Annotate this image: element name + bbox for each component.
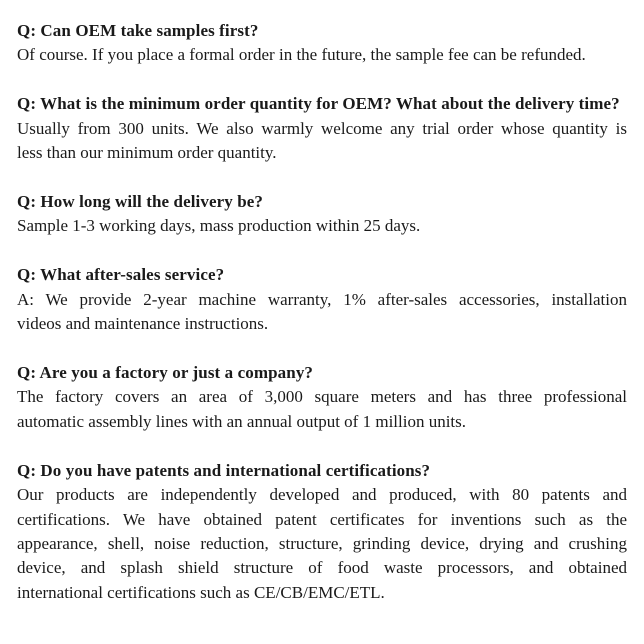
qa-block [17, 459, 627, 605]
faq-answer-line: Of course. If you place a formal order in the future, the sample fee can be refunded. [17, 45, 586, 65]
qa-block [17, 263, 627, 336]
faq-question: Q: How long will the delivery be? [17, 192, 264, 212]
faq-answer-line: A: We provide 2-year machine warranty, 1% after-sales accessories, installation [17, 289, 627, 309]
qa-block [17, 190, 627, 239]
qa-block [17, 92, 627, 165]
faq-answer-line: Our products are independently developed and produced, with 80 patents and [17, 485, 627, 505]
faq-answer-line: The factory covers an area of 3,000 square meters and has three professional [17, 387, 627, 407]
faq-answer-line: international certifications such as CE/CB/EMC/ETL. [17, 582, 385, 602]
qa-block [17, 19, 627, 68]
faq-question: Q: Do you have patents and international certifications? [17, 460, 431, 480]
faq-question: Q: Can OEM take samples first? [17, 21, 259, 40]
faq-answer-line: less than our minimum order quantity. [17, 143, 277, 163]
faq-question: Q: What after-sales service? [17, 265, 225, 285]
faq-answer-line: device, and splash shield structure of food waste processors, and obtained [17, 558, 627, 578]
faq-answer-line: automatic assembly lines with an annual output of 1 million units. [17, 411, 467, 431]
faq-list [17, 19, 627, 605]
faq-question: Q: What is the minimum order quantity for OEM? What about the delivery time? [17, 94, 620, 114]
faq-answer-line: appearance, shell, noise reduction, structure, grinding device, drying and crushing [17, 534, 627, 553]
faq-answer-line: Sample 1-3 working days, mass production within 25 days. [17, 216, 421, 236]
faq-answer-line: Usually from 300 units. We also warmly welcome any trial order whose quantity is [17, 118, 627, 138]
faq-question: Q: Are you a factory or just a company? [17, 363, 314, 383]
qa-block [17, 361, 627, 434]
faq-answer-line: videos and maintenance instructions. [17, 314, 269, 334]
faq-answer-line: certifications. We have obtained patent certificates for inventions such as the [17, 509, 627, 529]
